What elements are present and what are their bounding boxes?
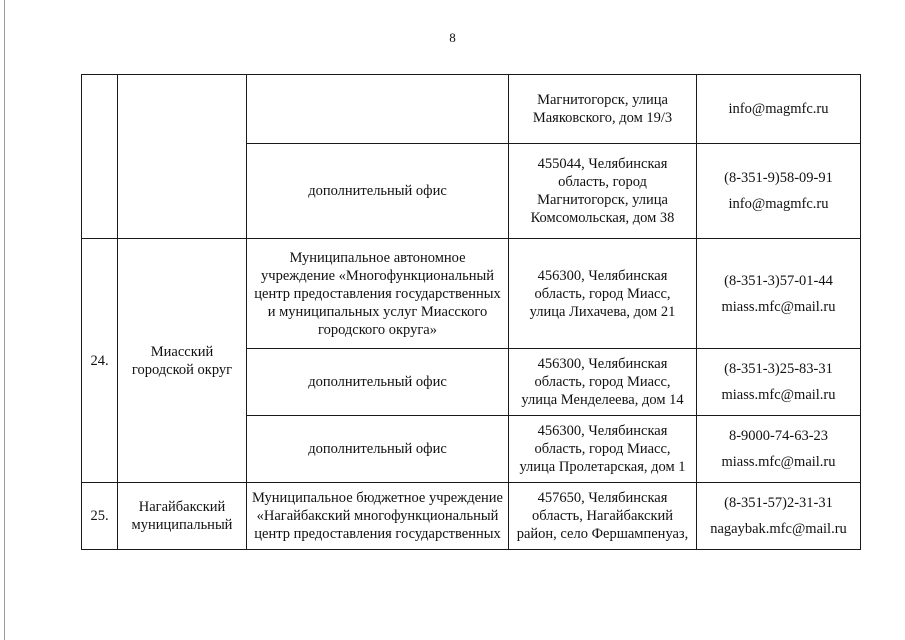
institution-line: Муниципальное бюджетное учреждение (252, 490, 503, 506)
address-line: область, город Миасс, (534, 374, 671, 390)
institution-line: Муниципальное автономное (289, 249, 466, 266)
address-line: область, город (558, 174, 647, 190)
institution-line: и муниципальных услуг Миасского (267, 303, 488, 320)
address-line: 457650, Челябинская (537, 490, 668, 506)
address-cell (509, 239, 697, 349)
address-line: область, Нагайбакский (531, 508, 674, 524)
address-line: улица Пролетарская, дом 1 (519, 459, 686, 475)
address-line: улица Менделеева, дом 14 (521, 392, 684, 408)
page-number: 8 (449, 30, 456, 45)
institution-cell (247, 75, 509, 144)
institution-cell (247, 483, 509, 550)
contacts-cell (697, 483, 861, 550)
municipality-line: Миасский (150, 343, 214, 360)
institution-line: центр предоставления государственных (254, 285, 501, 302)
table-row (82, 483, 861, 550)
institution-line: городского округа» (318, 321, 437, 338)
page-left-edge (4, 0, 5, 640)
email-link[interactable]: info@magmfc.ru (728, 101, 829, 117)
address-cell (509, 416, 697, 483)
institution-cell: дополнительный офис (247, 416, 509, 483)
municipality-line: муниципальный (131, 517, 233, 533)
phone-number: (8-351-3)57-01-44 (724, 272, 833, 289)
phone-number: (8-351-9)58-09-91 (724, 170, 833, 186)
institution-cell (247, 239, 509, 349)
phone-number: (8-351-57)2-31-31 (724, 495, 833, 511)
address-line: 456300, Челябинская (537, 267, 668, 284)
contacts-cell (697, 144, 861, 239)
email-link[interactable]: info@magmfc.ru (728, 196, 829, 212)
municipality-cell (118, 75, 247, 239)
institution-cell: дополнительный офис (247, 144, 509, 239)
phone-number: (8-351-3)25-83-31 (724, 361, 833, 377)
institution-cell: дополнительный офис (247, 349, 509, 416)
municipality-name (118, 483, 247, 550)
address-line: 455044, Челябинская (537, 156, 668, 172)
address-cell (509, 483, 697, 550)
municipality-name (118, 239, 247, 483)
address-cell (509, 75, 697, 144)
address-line: 456300, Челябинская (537, 356, 668, 372)
institution-line: учреждение «Многофункциональный (261, 267, 494, 284)
address-cell (509, 349, 697, 416)
contacts-cell (697, 75, 861, 144)
contacts-cell (697, 349, 861, 416)
address-line: область, город Миасс, (534, 285, 671, 302)
address-cell (509, 144, 697, 239)
email-link[interactable]: nagaybak.mfc@mail.ru (710, 521, 847, 537)
email-link[interactable]: miass.mfc@mail.ru (721, 298, 836, 315)
contacts-cell (697, 416, 861, 483)
address-line: Магнитогорск, улица (537, 92, 668, 108)
address-line: Комсомольская, дом 38 (530, 210, 675, 226)
address-line: улица Лихачева, дом 21 (529, 303, 676, 320)
address-line: 456300, Челябинская (537, 423, 668, 439)
table-row (82, 239, 861, 349)
address-line: район, село Фершампенуаз, (516, 526, 689, 542)
municipality-line: городской округ (131, 361, 233, 378)
address-line: Маяковского, дом 19/3 (532, 110, 673, 126)
row-number-cell (82, 75, 118, 239)
email-link[interactable]: miass.mfc@mail.ru (721, 454, 836, 470)
municipality-line: Нагайбакский (138, 499, 226, 515)
phone-number: 8-9000-74-63-23 (728, 428, 829, 444)
address-line: Магнитогорск, улица (537, 192, 668, 208)
institution-line: центр предоставления государственных (254, 526, 501, 542)
table-row (82, 75, 861, 144)
institution-line: «Нагайбакский многофункциональный (256, 508, 499, 524)
row-number: 25. (82, 483, 118, 550)
contacts-cell (697, 239, 861, 349)
mfc-directory-table (81, 74, 861, 550)
row-number: 24. (82, 239, 118, 483)
address-line: область, город Миасс, (534, 441, 671, 457)
email-link[interactable]: miass.mfc@mail.ru (721, 387, 836, 403)
